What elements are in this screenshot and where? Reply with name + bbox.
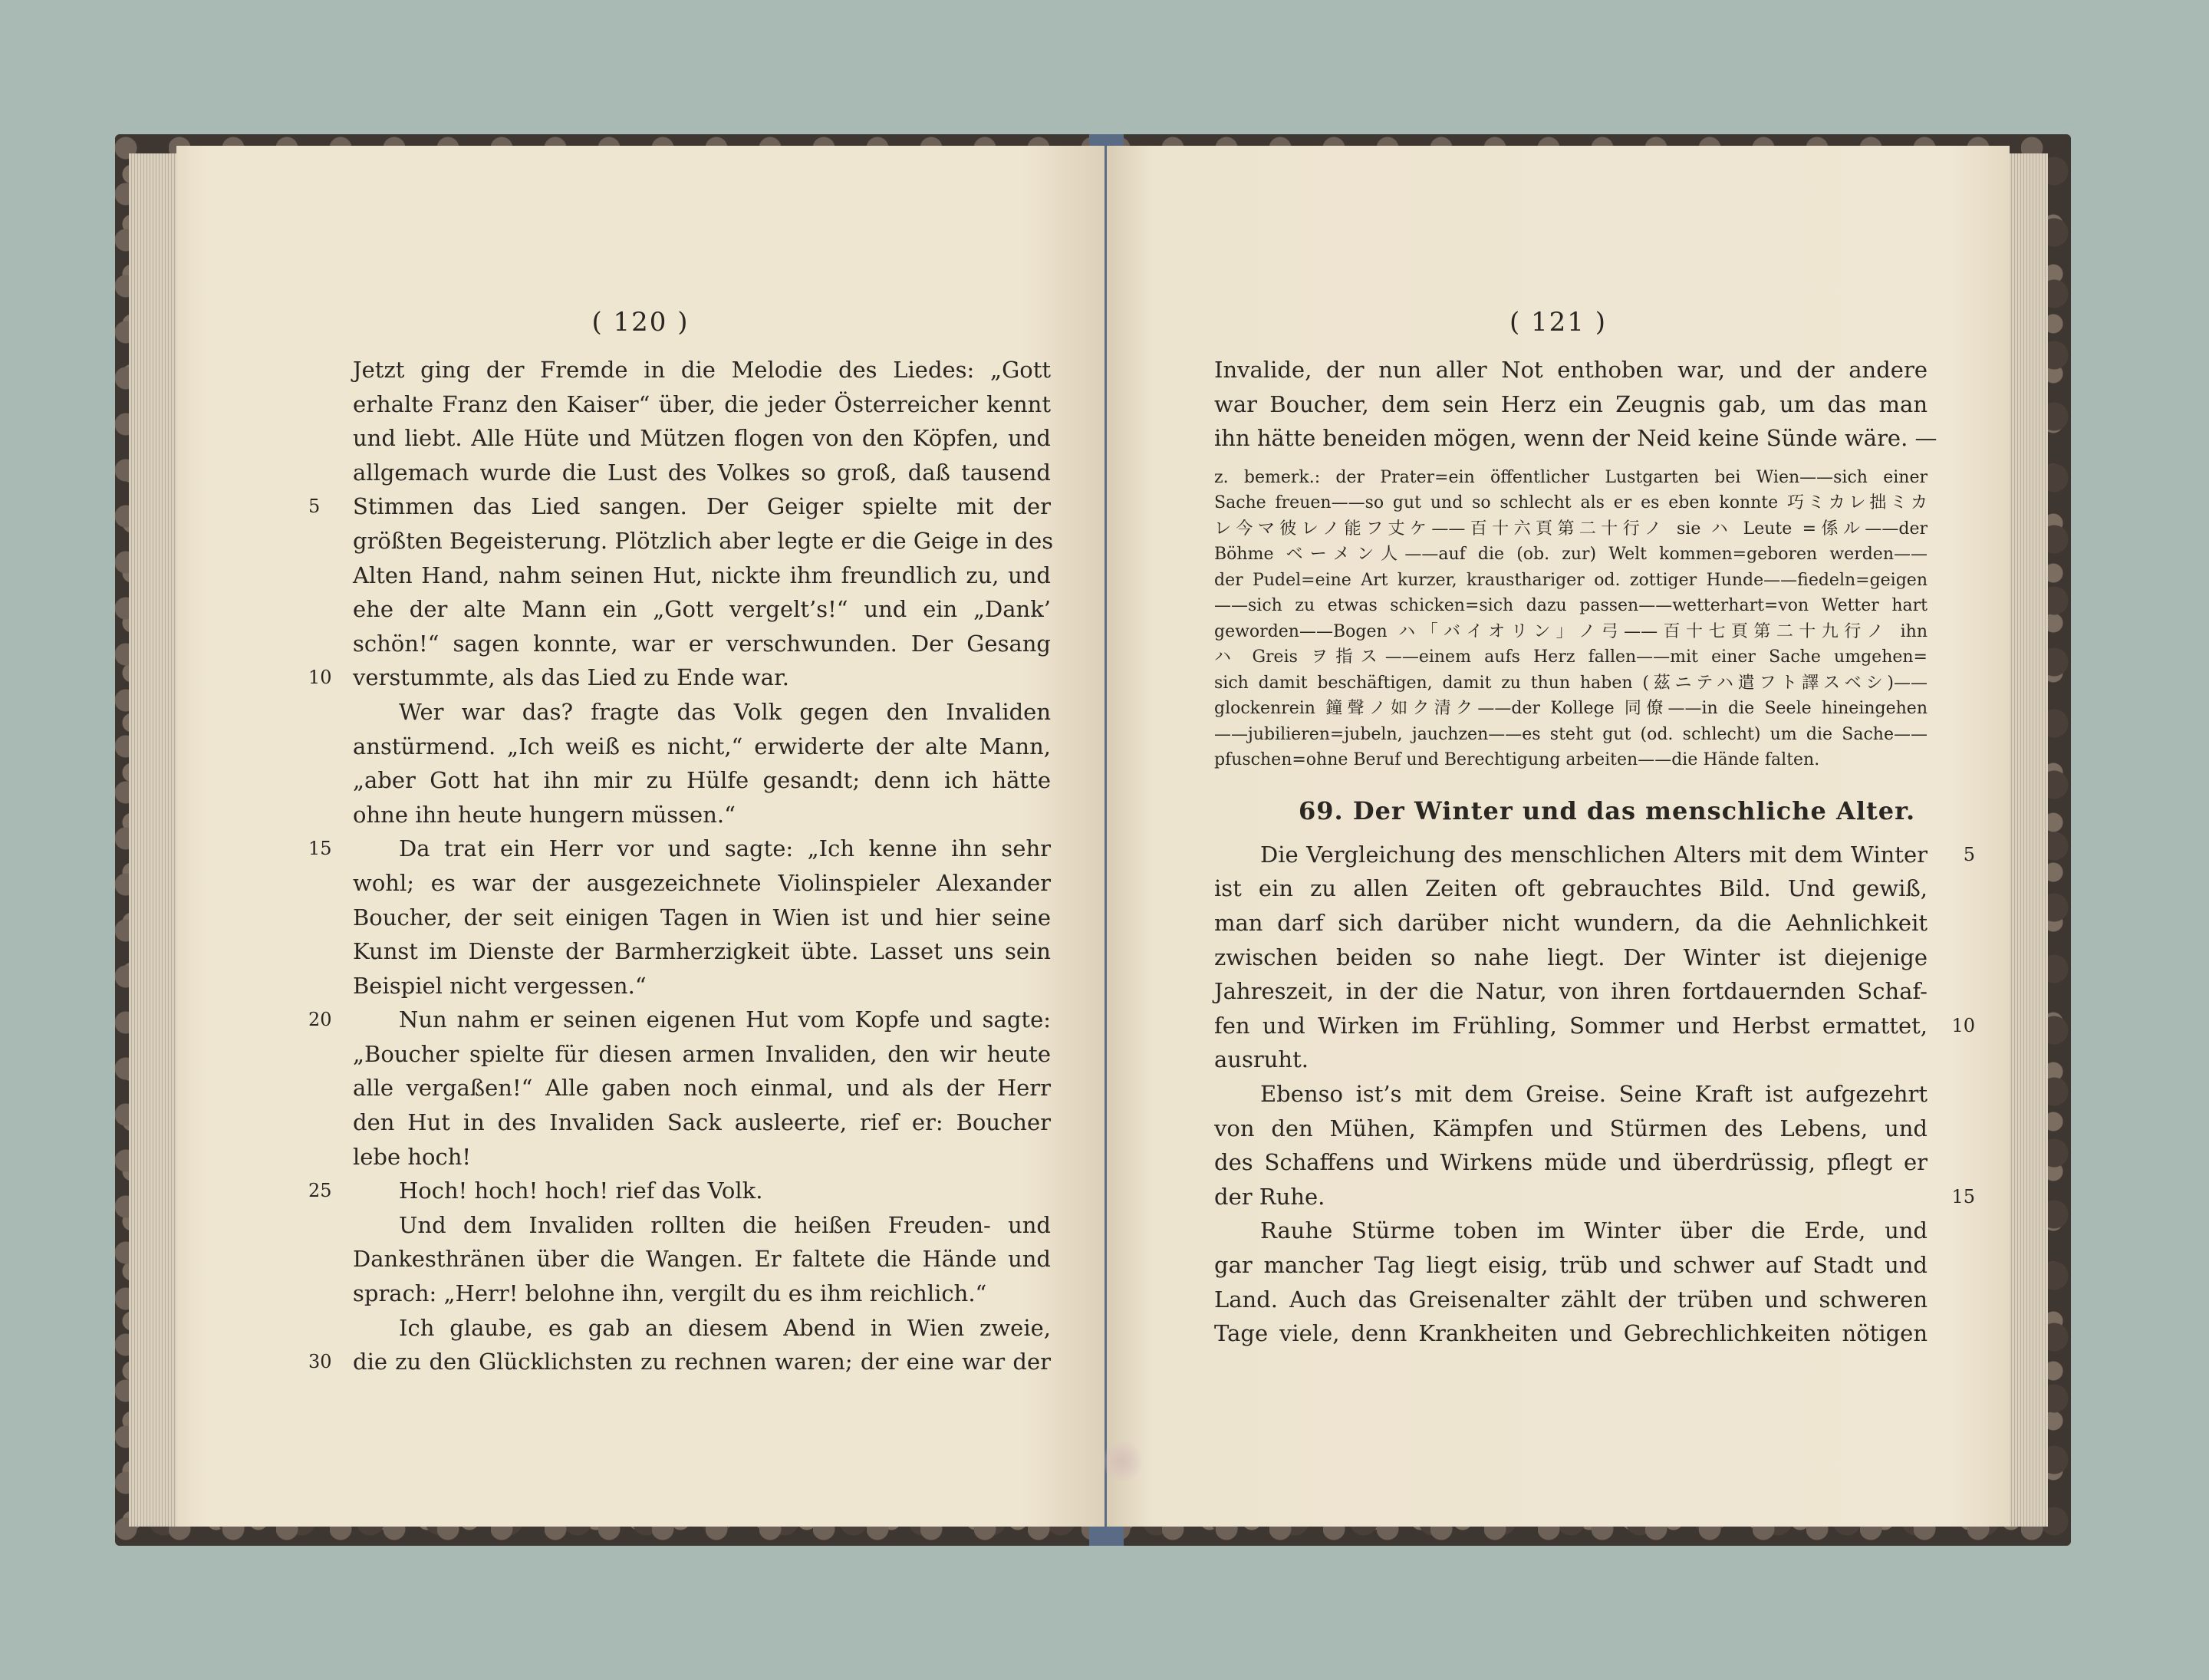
- text-line: [353, 1037, 1051, 1072]
- text-line: [1214, 1009, 1975, 1043]
- line-text: Tage viele, denn Krankheiten und Gebrechlichkeiten nötigen: [1214, 1320, 1928, 1347]
- vocab-line: z. bemerk.: der Prater=ein öffentlicher Lustgarten bei Wien——sich einer: [1214, 467, 1928, 487]
- text-line: [353, 558, 1051, 593]
- text-line: [353, 1242, 1051, 1276]
- line-text: Beispiel nicht vergessen.“: [353, 972, 647, 999]
- line-text: der Ruhe.: [1214, 1183, 1325, 1210]
- section-heading: 69. Der Winter und das menschliche Alter.: [1299, 796, 1916, 825]
- text-line: [353, 901, 1051, 935]
- line-text: verstummte, als das Lied zu Ende war.: [353, 664, 789, 691]
- line-text: fen und Wirken im Frühling, Sommer und Herbst ermattet,: [1214, 1012, 1928, 1039]
- text-line: [1214, 1316, 1928, 1351]
- text-line: [1214, 974, 1928, 1009]
- text-line: [1214, 1180, 1975, 1214]
- text-line: [308, 1345, 1051, 1379]
- line-text: des Schaffens und Wirkens müde und überdrüssig, pflegt er: [1214, 1149, 1928, 1176]
- line-text: die zu den Glücklichsten zu rechnen waren; der eine war der: [353, 1349, 1051, 1375]
- right-page-number: ( 121 ): [1509, 307, 1608, 338]
- left-page-text: [308, 353, 1054, 1379]
- line-text: „Boucher spielte für diesen armen Invaliden, den wir heute: [353, 1040, 1051, 1067]
- text-line: [353, 866, 1051, 901]
- line-text: Boucher, der seit einigen Tagen in Wien ist und hier seine: [353, 904, 1051, 931]
- line-text: war Boucher, dem sein Herz ein Zeugnis gab, um das man: [1214, 390, 1928, 417]
- text-line: [1214, 1043, 1928, 1077]
- line-text: man darf sich darüber nicht wundern, da die Aehnlichkeit: [1214, 909, 1928, 936]
- continued-text: [1214, 353, 1937, 456]
- line-text: schön!“ sagen konnte, war er verschwunden. Der Gesang: [353, 630, 1051, 657]
- text-line: [353, 1311, 1051, 1346]
- text-line: [353, 695, 1051, 730]
- vocab-line: sich damit beschäftigen, damit zu thun haben (茲ニテハ遣フト譯スベシ)——: [1214, 673, 1928, 693]
- section-body: [1214, 838, 1975, 1351]
- text-line: [1214, 1214, 1928, 1248]
- line-text: größten Begeisterung. Plötzlich aber legte er die Geige in des: [353, 527, 1054, 554]
- text-line: [308, 832, 1051, 866]
- vocabulary-notes: [1214, 465, 1928, 773]
- text-line: [1214, 1077, 1928, 1112]
- text-line: [353, 456, 1051, 490]
- text-line: [353, 934, 1051, 969]
- vocab-line: der Pudel=eine Art kurzer, krausthariger od. zottiger Hunde——fiedeln=geigen: [1214, 570, 1928, 590]
- line-text: Die Vergleichung des menschlichen Alters mit dem Winter: [1260, 841, 1928, 868]
- text-line: [353, 1208, 1051, 1243]
- line-text: von den Mühen, Kämpfen und Stürmen des Lebens, und: [1214, 1115, 1928, 1141]
- text-line: [1214, 1145, 1928, 1180]
- line-text: Und dem Invaliden rollten die heißen Freuden- und: [399, 1211, 1051, 1238]
- text-line: [308, 1174, 1051, 1208]
- vocab-line: pfuschen=ohne Beruf und Berechtigung arbeiten——die Hände falten.: [1214, 750, 1820, 770]
- line-text: ihn hätte beneiden mögen, wenn der Neid keine Sünde wäre. —: [1214, 425, 1937, 452]
- line-text: Jahreszeit, in der die Natur, von ihren fortdauernden Schaf-: [1214, 978, 1928, 1005]
- line-text: gar mancher Tag liegt eisig, trüb und schwer auf Stadt und: [1214, 1251, 1928, 1278]
- text-line: [353, 524, 1054, 558]
- line-text: anstürmend. „Ich weiß es nicht,“ erwiderte der alte Mann,: [353, 733, 1051, 759]
- text-line: [353, 969, 1051, 1003]
- text-line: [1214, 421, 1937, 456]
- line-text: ist ein zu allen Zeiten oft gebrauchtes Bild. Und gewiß,: [1214, 875, 1928, 902]
- text-line: [1214, 871, 1928, 906]
- line-number: 15: [308, 838, 332, 860]
- line-number: 25: [308, 1180, 332, 1202]
- text-line: [1214, 1248, 1928, 1283]
- text-line: [1214, 940, 1928, 975]
- text-line: [353, 387, 1051, 422]
- vocab-line: ——jubilieren=jubeln, jauchzen——es steht gut (od. schlecht) um die Sache——: [1214, 724, 1928, 744]
- ink-stain-gutter: [1099, 1442, 1145, 1481]
- text-line: [1214, 353, 1928, 387]
- line-text: Hoch! hoch! hoch! rief das Volk.: [399, 1178, 763, 1204]
- line-text: Stimmen das Lied sangen. Der Geiger spielte mit der: [353, 493, 1051, 520]
- text-line: [1214, 387, 1928, 422]
- line-text: den Hut in des Invaliden Sack ausleerte, rief er: Boucher: [353, 1109, 1051, 1136]
- vocab-line: Sache freuen——so gut und so schlecht als er es eben konnte 巧ミカレ拙ミカ: [1214, 493, 1928, 513]
- line-text: Invalide, der nun aller Not enthoben war, und der andere: [1214, 357, 1928, 383]
- text-line: [353, 1276, 1051, 1311]
- text-line: [1214, 838, 1975, 872]
- text-line: [353, 353, 1051, 387]
- vocab-line: geworden——Bogen ハ「バイオリン」ノ弓——百十七頁第二十九行ノ ihn: [1214, 621, 1928, 641]
- text-line: [1214, 1112, 1928, 1146]
- right-page-edges: [2006, 153, 2048, 1527]
- line-number: 20: [308, 1009, 332, 1031]
- line-text: Jetzt ging der Fremde in die Melodie des Liedes: „Gott: [353, 357, 1051, 383]
- line-text: Alten Hand, nahm seinen Hut, nickte ihm freundlich zu, und: [353, 562, 1051, 588]
- line-text: lebe hoch!: [353, 1143, 472, 1170]
- line-text: Da trat ein Herr vor und sagte: „Ich kenne ihn sehr: [399, 835, 1051, 862]
- line-number: 10: [308, 667, 332, 689]
- line-text: „aber Gott hat ihn mir zu Hülfe gesandt; denn ich hätte: [353, 767, 1051, 794]
- vocab-line: レ今マ彼レノ能フ丈ケ——百十六頁第二十行ノ sie ハ Leute =係ル——der: [1214, 519, 1928, 539]
- text-line: [353, 730, 1051, 764]
- text-line: [353, 592, 1051, 627]
- text-line: [308, 660, 1051, 695]
- line-number: 15: [1951, 1185, 1975, 1207]
- right-page: [1107, 146, 2010, 1527]
- line-number: 5: [308, 496, 321, 518]
- line-text: Rauhe Stürme toben im Winter über die Erde, und: [1260, 1217, 1928, 1244]
- line-text: Kunst im Dienste der Barmherzigkeit übte. Lasset uns sein: [353, 938, 1051, 965]
- line-text: wohl; es war der ausgezeichnete Violinspieler Alexander: [353, 869, 1051, 896]
- line-text: ausruht.: [1214, 1046, 1309, 1073]
- line-number: 5: [1963, 843, 1975, 865]
- line-text: ehe der alte Mann ein „Gott vergelt’s!“ und ein „Dank’: [353, 596, 1051, 623]
- right-page-text: [1214, 353, 1975, 1351]
- text-line: [353, 1105, 1051, 1140]
- left-page-edges: [129, 153, 183, 1527]
- line-text: sprach: „Herr! belohne ihn, vergilt du es ihm reichlich.“: [353, 1280, 987, 1307]
- text-line: [353, 1071, 1051, 1105]
- line-text: Wer war das? fragte das Volk gegen den Invaliden: [399, 698, 1051, 725]
- line-text: Nun nahm er seinen eigenen Hut vom Kopfe und sagte:: [399, 1006, 1051, 1033]
- vocab-line: ——sich zu etwas schicken=sich dazu passen——wetterhart=von Wetter hart: [1214, 596, 1928, 616]
- text-line: [353, 627, 1051, 661]
- line-text: allgemach wurde die Lust des Volkes so groß, daß tausend: [353, 459, 1051, 486]
- line-text: Land. Auch das Greisenalter zählt der trüben und schweren: [1214, 1286, 1928, 1313]
- line-text: ohne ihn heute hungern müssen.“: [353, 801, 736, 828]
- vocab-line: Böhme ベーメン人——auf die (ob. zur) Welt kommen=geboren werden——: [1214, 545, 1928, 565]
- line-text: alle vergaßen!“ Alle gaben noch einmal, und als der Herr: [353, 1075, 1051, 1102]
- line-text: und liebt. Alle Hüte und Mützen flogen von den Köpfen, und: [353, 425, 1051, 452]
- vocab-line: glockenrein 鐘聲ノ如ク清ク——der Kollege 同僚——in die Seele hineingehen: [1214, 699, 1928, 719]
- line-text: zwischen beiden so nahe liegt. Der Winter ist diejenige: [1214, 944, 1928, 970]
- text-line: [353, 798, 1051, 832]
- line-text: erhalte Franz den Kaiser“ über, die jeder Österreicher kennt: [353, 390, 1051, 417]
- text-line: [1214, 1283, 1928, 1317]
- open-book: [115, 134, 2071, 1546]
- left-page-number: ( 120 ): [591, 307, 690, 338]
- line-text: Ich glaube, es gab an diesem Abend in Wien zweie,: [399, 1314, 1051, 1341]
- line-text: Ebenso ist’s mit dem Greise. Seine Kraft ist aufgezehrt: [1260, 1080, 1928, 1107]
- text-line: [353, 421, 1051, 456]
- text-line: [353, 763, 1051, 798]
- line-number: 10: [1951, 1014, 1975, 1036]
- line-text: Dankesthränen über die Wangen. Er faltete die Hände und: [353, 1246, 1051, 1273]
- text-line: [1214, 906, 1928, 940]
- text-line: [308, 1003, 1051, 1037]
- line-number: 30: [308, 1351, 332, 1373]
- text-line: [353, 1140, 1051, 1174]
- text-line: [308, 489, 1051, 524]
- left-page: [176, 146, 1104, 1527]
- vocab-line: ハ Greis ヲ指ス——einem aufs Herz fallen——mit einer Sache umgehen=: [1214, 647, 1928, 667]
